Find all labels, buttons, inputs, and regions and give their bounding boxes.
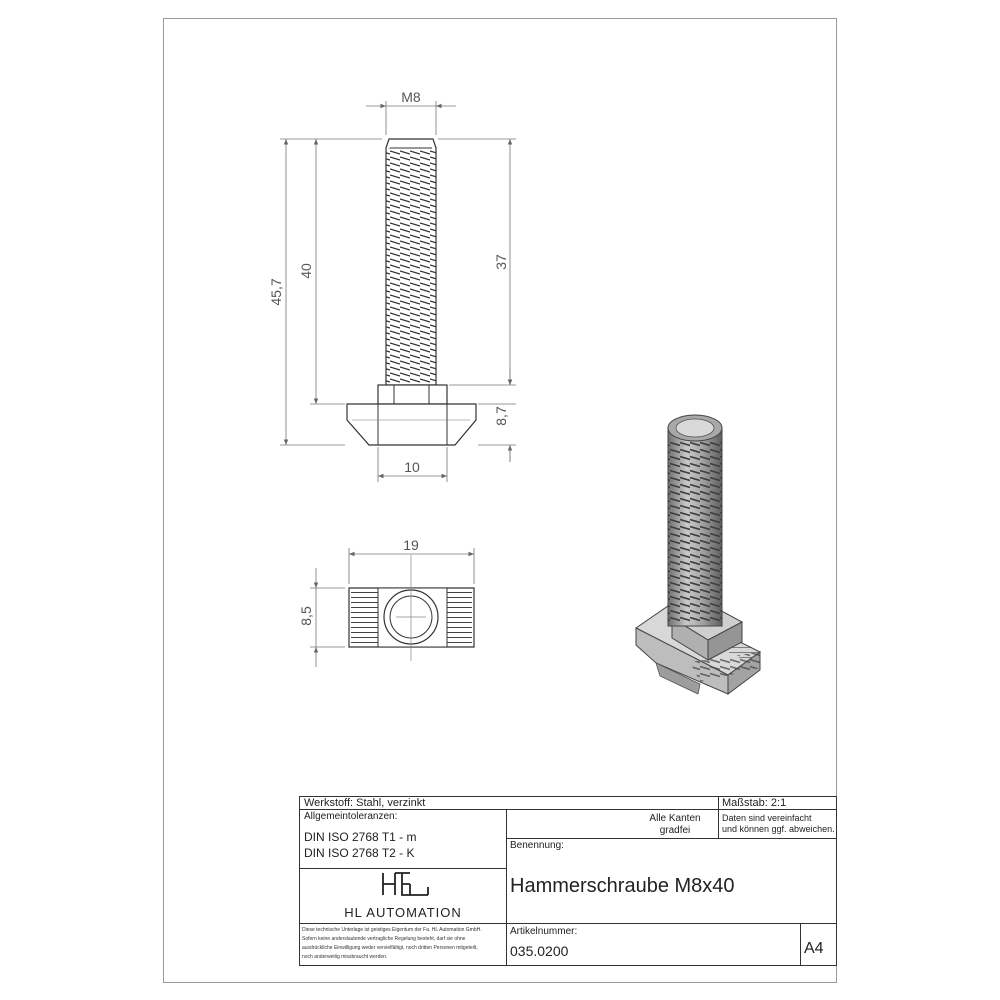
company-logo-icon: [380, 871, 432, 899]
isometric-view: [636, 415, 760, 694]
dim-thread-length: 37: [493, 254, 509, 270]
dim-head-width: 10: [404, 459, 420, 475]
general-tolerances-label: Allgemeintoleranzen:: [304, 811, 398, 822]
edges-note: [630, 813, 720, 837]
notice-line-3: ausdrückliche Einwilligung weder vervielfältigt, noch dritten Personen mitgeteilt,: [302, 945, 478, 951]
dim-top-height: 8,5: [298, 606, 314, 626]
scale: Maßstab: 2:1: [722, 797, 787, 809]
simplified-line-2: und können ggf. abweichen.: [722, 824, 835, 834]
designation: Hammerschraube M8x40: [510, 875, 735, 897]
edges-line-2: gradfei: [659, 825, 691, 836]
tb-line: [506, 809, 507, 965]
top-view: [349, 555, 474, 661]
tb-line: [718, 797, 719, 809]
tolerance-2: DIN ISO 2768 T2 - K: [304, 846, 415, 860]
dim-shaft-length: 40: [298, 263, 314, 279]
company-name: HL AUTOMATION: [344, 905, 462, 920]
article-number-label: Artikelnummer:: [510, 926, 578, 937]
front-view: [347, 139, 476, 445]
tb-line: [300, 809, 836, 810]
dim-thread: M8: [401, 89, 421, 105]
notice-line-2: Sofern keine anderslautende vertragliche Regelung besteht, darf sie ohne: [302, 936, 466, 942]
edges-line-1: Alle Kanten: [649, 813, 701, 824]
dim-top-width: 19: [403, 537, 419, 553]
article-number: 035.0200: [510, 943, 569, 959]
simplified-line-1: Daten sind vereinfacht: [722, 813, 812, 823]
dim-head-height: 8,7: [493, 406, 509, 426]
notice-line-4: noch anderweitig missbraucht werden.: [302, 954, 388, 960]
material: Werkstoff: Stahl, verzinkt: [304, 797, 426, 809]
notice-line-1: Diese technische Unterlage ist geistiges Eigentum der Fa. HL Automation GmbH.: [302, 927, 482, 933]
tb-line: [506, 838, 836, 839]
tb-line: [506, 923, 836, 924]
tb-line: [300, 923, 506, 924]
tb-line: [800, 923, 801, 965]
tb-line: [300, 868, 506, 869]
dim-overall-length: 45,7: [268, 278, 284, 306]
simplified-note: [722, 813, 835, 835]
tolerance-1: DIN ISO 2768 T1 - m: [304, 830, 417, 844]
designation-label: Benennung:: [510, 840, 564, 851]
ownership-notice: [302, 926, 482, 962]
sheet-format: A4: [804, 940, 824, 957]
title-block: [299, 796, 837, 966]
